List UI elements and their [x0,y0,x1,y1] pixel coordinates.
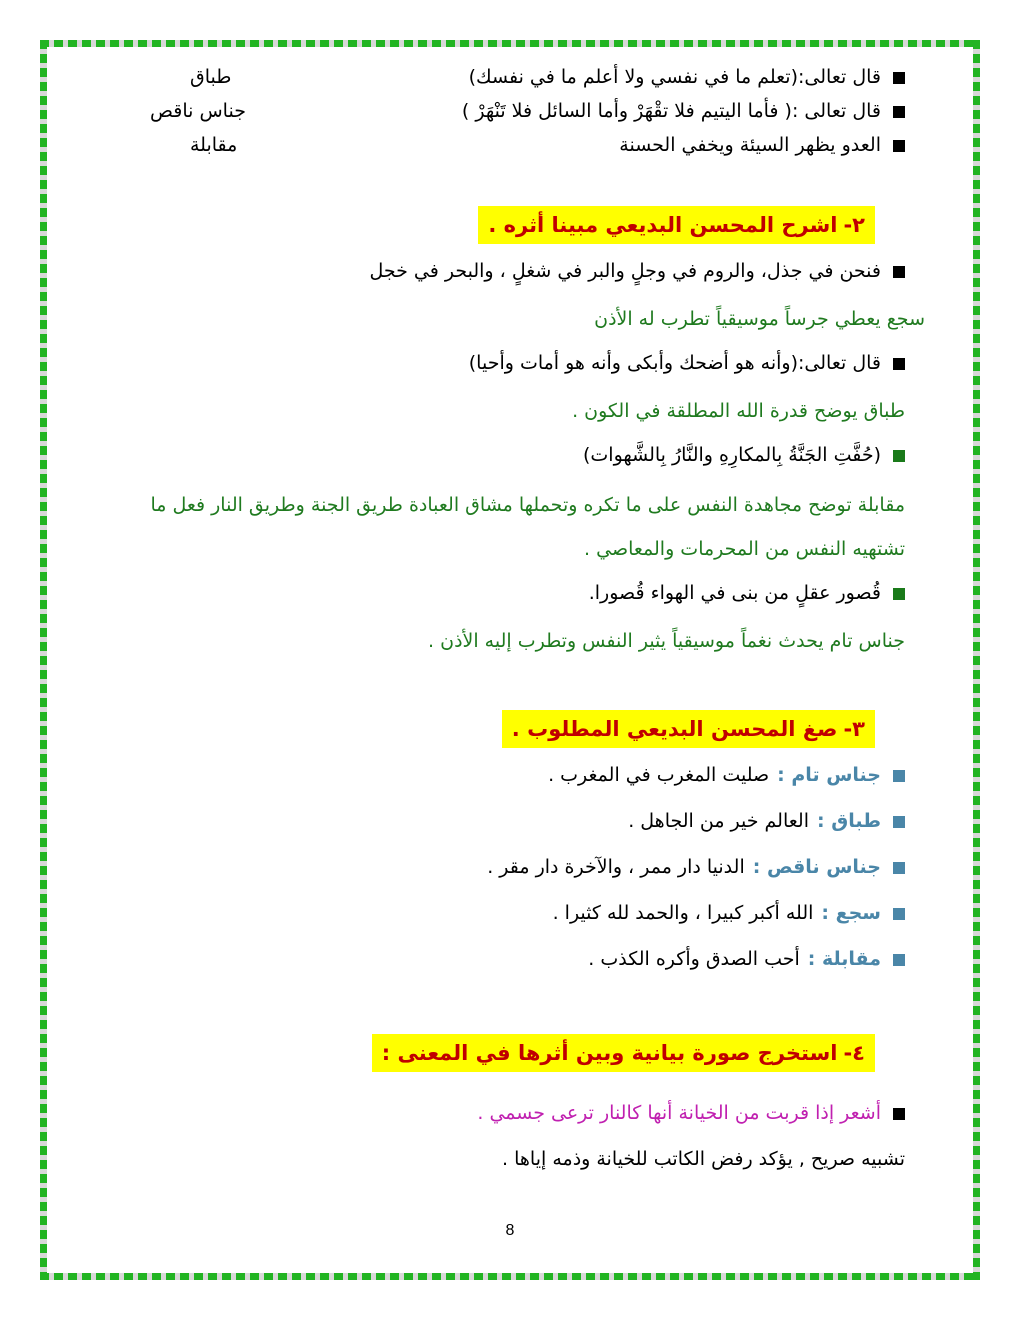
answer-text: تشبيه صريح , يؤكد رفض الكاتب للخيانة وذمه إياها . [502,1148,905,1170]
item-type: جناس ناقص [150,100,246,122]
list-item [628,808,905,834]
square-bullet-icon [893,72,905,84]
square-bullet-icon [893,266,905,278]
item-text: صليت المغرب في المغرب . [548,764,770,786]
list-item [553,900,905,926]
item-text: فنحن في جذل، والروم في وجلٍ والبر في شغلٍ ، والبحر في خجل [369,260,881,282]
section-number: ٤- [843,1041,865,1065]
item-text: أشعر إذا قربت من الخيانة أنها كالنار ترعى جسمي . [477,1102,881,1124]
section-number: ٢- [843,213,865,237]
answer-text: جناس تام يحدث نغماً موسيقياً يثير النفس وتطرب إليه الأذن . [428,630,905,652]
item-text: العالم خير من الجاهل . [628,810,809,832]
item-text: أحب الصدق وأكره الكذب . [588,948,800,970]
border-right [973,40,980,1280]
answer-text: سجع يعطي جرساً موسيقياً تطرب له الأذن [594,308,925,330]
square-bullet-icon [893,140,905,152]
square-bullet-icon [893,862,905,874]
item-text: قال تعالى:(تعلم ما في نفسي ولا أعلم ما في نفسك) [468,66,881,88]
section-title: اشرح المحسن البديعي مبينا أثره . [488,213,838,237]
item-text: قال تعالى:(وأنه هو أضحك وأبكى وأنه هو أمات وأحيا) [468,352,881,374]
list-item [369,258,905,284]
border-left [40,40,47,1280]
device-term: جناس تام : [777,764,881,786]
item-text: الدنيا دار ممر ، والآخرة دار مقر . [487,856,745,878]
list-item [462,98,905,124]
answer-text: تشتهيه النفس من المحرمات والمعاصي . [584,538,905,560]
section-title: صغ المحسن البديعي المطلوب . [511,717,838,741]
list-item [487,854,905,880]
square-bullet-icon [893,1108,905,1120]
list-item [583,442,905,468]
section-heading [478,206,875,244]
square-bullet-icon [893,588,905,600]
list-item [469,350,905,376]
list-item [477,1100,905,1126]
item-text: قال تعالى :( فأما اليتيم فلا تقْهَرْ وأما السائل فلا تَنْهَرْ ) [461,100,881,122]
device-term: مقابلة : [807,948,881,970]
square-bullet-icon [893,954,905,966]
answer-text: مقابلة توضح مجاهدة النفس على ما تكره وتحملها مشاق العبادة طريق الجنة وطريق النار فعل ما [150,494,905,516]
section-number: ٣- [843,717,865,741]
border-top [40,40,980,47]
item-type: طباق [190,66,232,88]
item-text: قُصور عقلٍ من بنى في الهواء قُصورا. [588,582,881,604]
square-bullet-icon [893,770,905,782]
list-item [589,580,905,606]
square-bullet-icon [893,450,905,462]
answer-text: طباق يوضح قدرة الله المطلقة في الكون . [572,400,905,422]
list-item [619,132,905,158]
device-term: جناس ناقص : [752,856,881,878]
square-bullet-icon [893,816,905,828]
item-text: العدو يظهر السيئة ويخفي الحسنة [619,134,881,156]
section-heading [372,1034,875,1072]
device-term: طباق : [817,810,881,832]
section-heading [502,710,875,748]
item-text: (حُفَّتِ الجَنَّةُ بِالمكارِهِ والنَّارُ بِالشَّهوات) [582,444,881,466]
item-type: مقابلة [190,134,238,156]
list-item [469,64,905,90]
list-item [548,762,905,788]
square-bullet-icon [893,358,905,370]
square-bullet-icon [893,106,905,118]
square-bullet-icon [893,908,905,920]
border-bottom [40,1273,980,1280]
section-title: استخرج صورة بيانية وبين أثرها في المعنى : [381,1041,838,1065]
page-number: 8 [505,1222,515,1239]
item-text: الله أكبر كبيرا ، والحمد لله كثيرا . [552,902,814,924]
list-item [588,946,905,972]
device-term: سجع : [821,902,881,924]
